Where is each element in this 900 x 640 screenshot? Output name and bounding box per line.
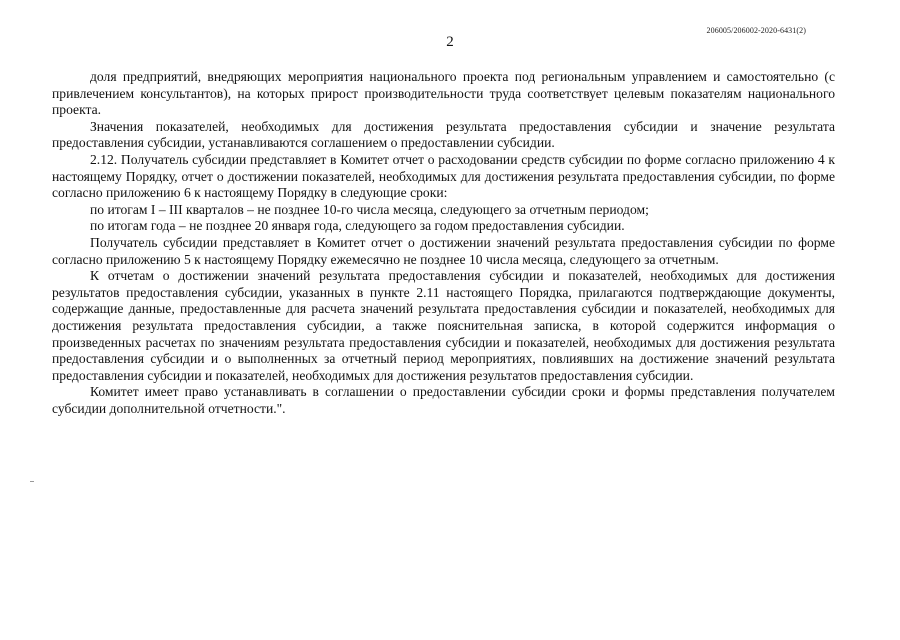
paragraph-monthly-report: Получатель субсидии представляет в Комитет отчет о достижении значений результата предоставления субсидии по форме согласно приложению 5 к настоящему Порядку ежемесячно не позднее 10 числа месяца, следующего за отчетным.	[52, 234, 835, 267]
document-id: 206005/206002-2020-6431(2)	[706, 26, 806, 35]
page-number: 2	[446, 34, 454, 50]
paragraph-indicator-values: Значения показателей, необходимых для достижения результата предоставления субсидии и значение результата предоставления субсидии, устанавливаются соглашением о предоставлении субсидии.	[52, 118, 835, 151]
list-item-year: по итогам года – не позднее 20 января года, следующего за годом предоставления субсидии.	[90, 218, 625, 234]
paragraph-2-12-reports: 2.12. Получатель субсидии представляет в Комитет отчет о расходовании средств субсидии по форме согласно приложению 4 к настоящему Порядку, отчет о достижении показателей, необходимых для достижения результата предоставления субсидии, по форме согласно приложению 6 к настоящему Порядку в следующие сроки:	[52, 151, 835, 201]
list-item-quarters: по итогам I – III кварталов – не позднее 10-го числа месяца, следующего за отчетным периодом;	[90, 201, 649, 217]
document-body	[52, 69, 835, 417]
paragraph-supporting-documents: К отчетам о достижении значений результата предоставления субсидии и показателей, необходимых для достижения результатов предоставления субсидии, указанных в пункте 2.11 настоящего Порядка, прилагаются подтверждающие документы, содержащие данные, предоставленные для расчета значений результата предоставления субсидии и показателей, необходимых для достижения результата предоставления субсидии, а также пояснительная записка, в которой содержится информация о произведенных расчетах по значениям результата предоставления субсидии и показателей, необходимых для достижения результата предоставления субсидии и о выполненных за отчетный период мероприятиях, повлиявших на достижение значений результата предоставления субсидии и показателей, необходимых для достижения результатов предоставления субсидии.	[52, 268, 835, 383]
scan-margin-mark	[30, 481, 34, 482]
paragraph-share-enterprises: доля предприятий, внедряющих мероприятия национального проекта под региональным управлением и самостоятельно (с привлечением консультантов), на которых прирост производительности труда соответствует целевым показателям национального проекта.	[52, 69, 835, 118]
paragraph-committee-rights: Комитет имеет право устанавливать в соглашении о предоставлении субсидии сроки и формы представления получателем субсидии дополнительной отчетности.".	[52, 384, 835, 416]
